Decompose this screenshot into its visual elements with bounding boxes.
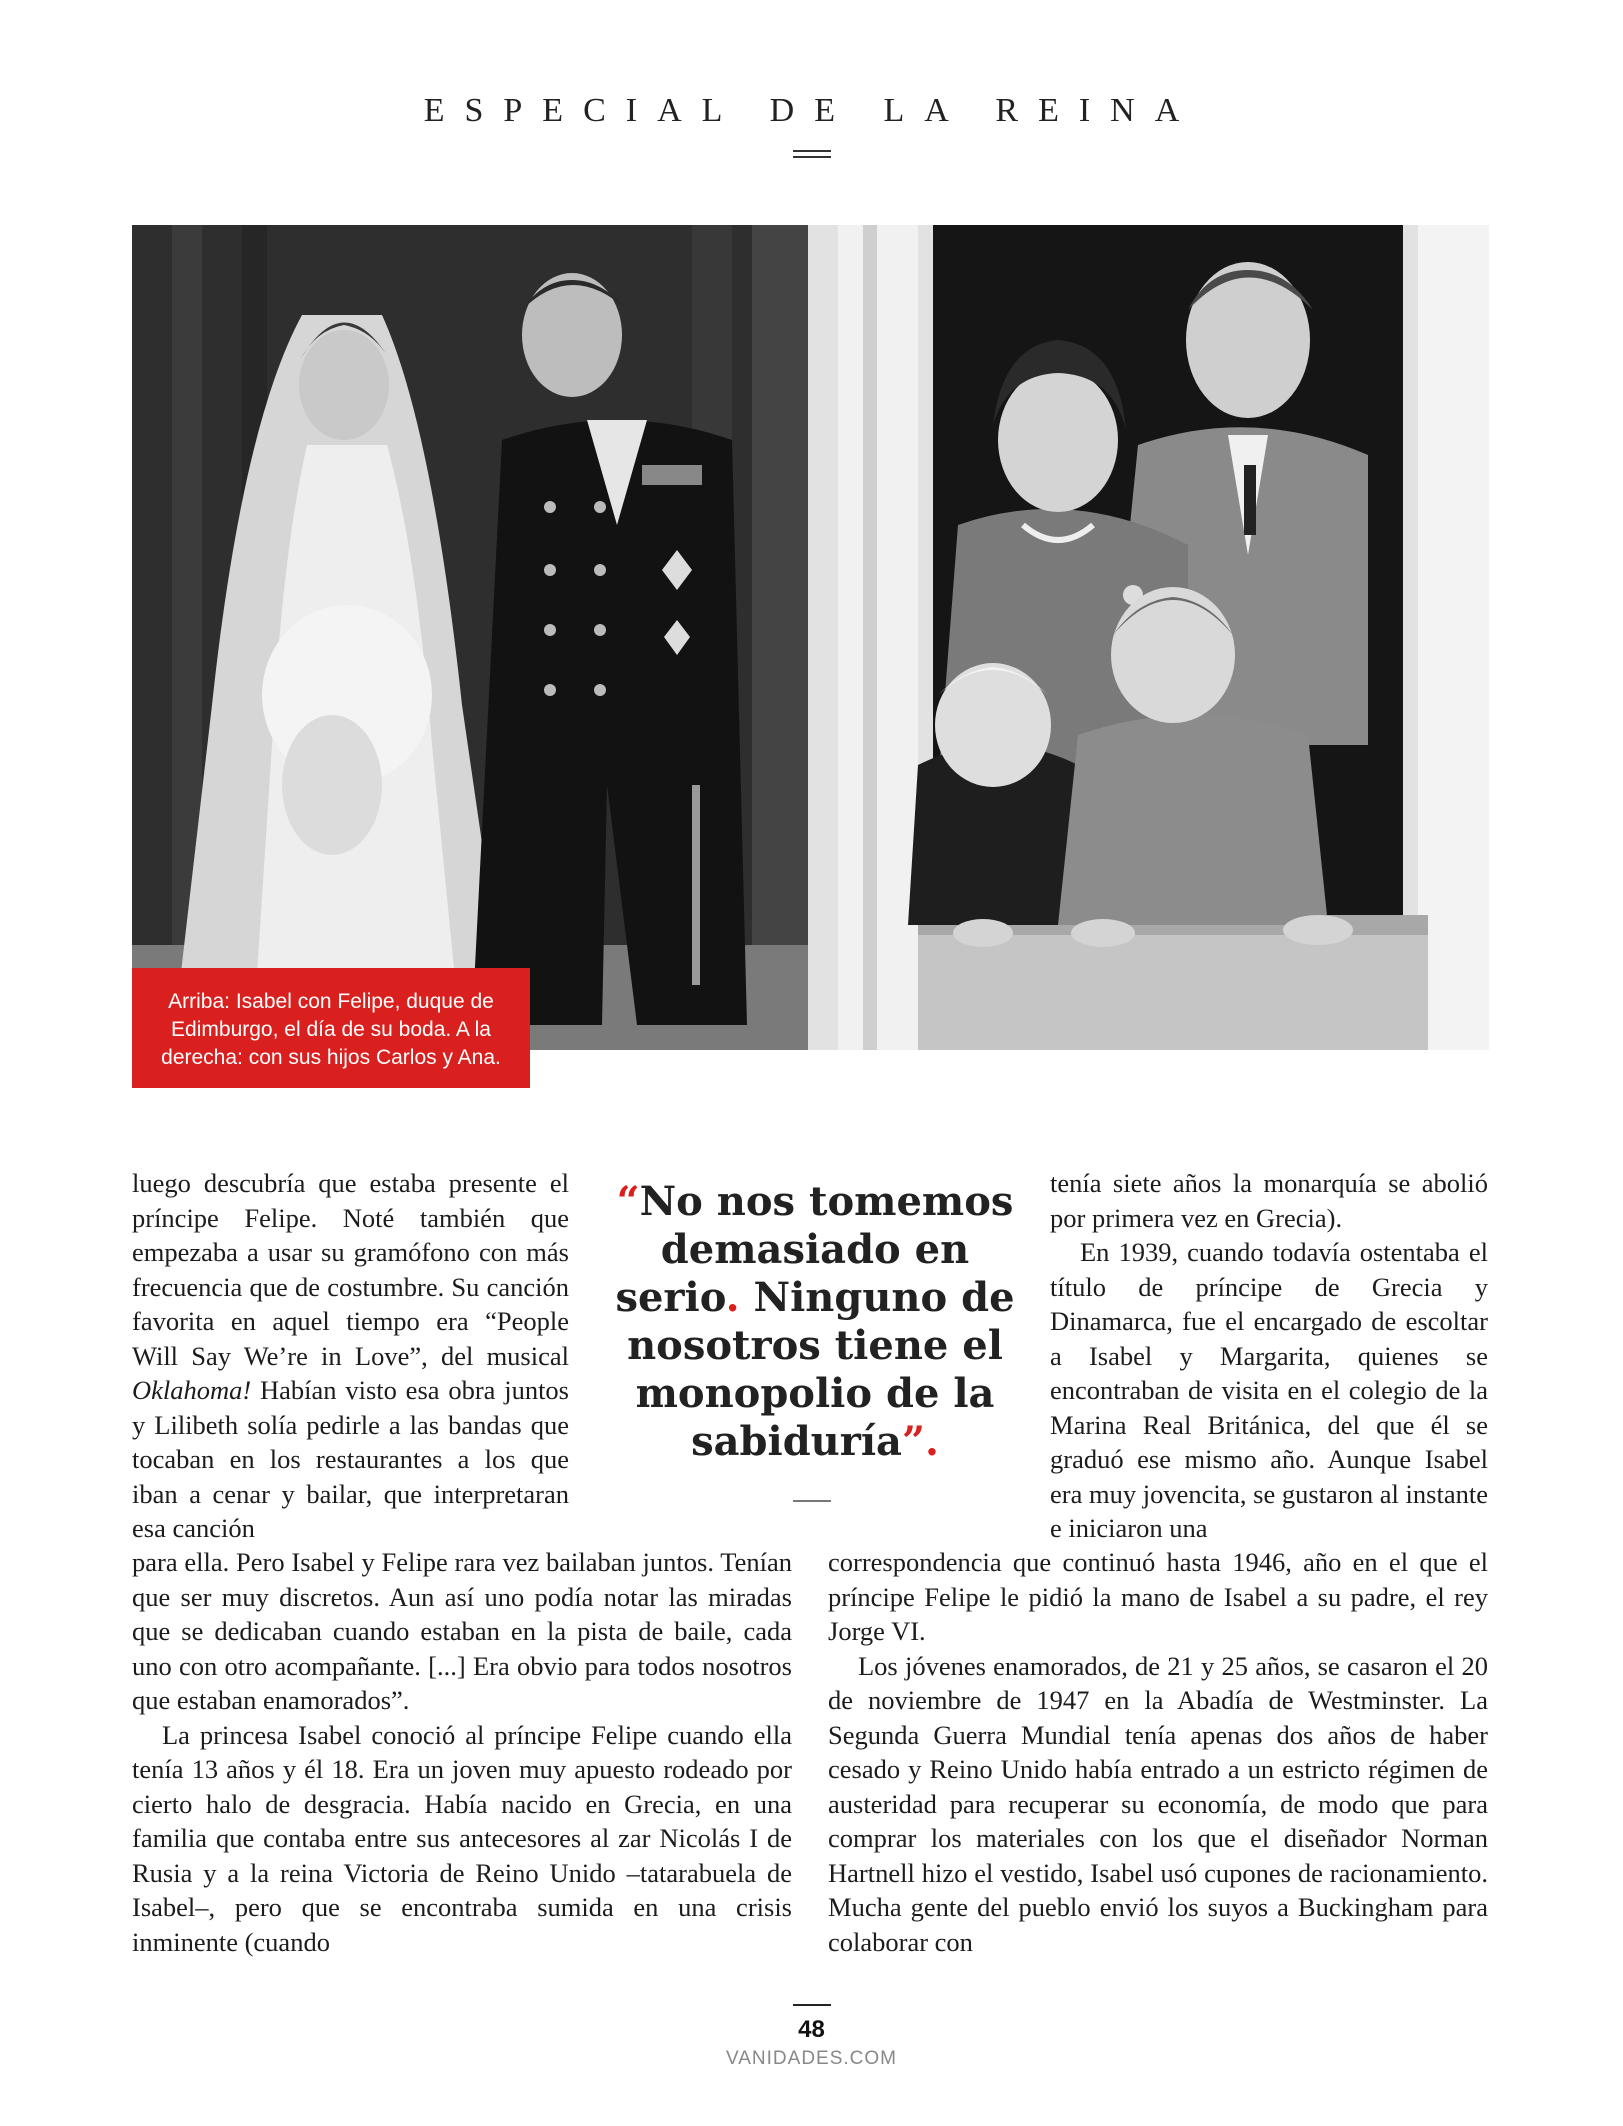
body-paragraph: La princesa Isabel conoció al príncipe Felipe cuando ella tenía 13 años y él 18. Era un joven muy apuesto rodeado por cierto halo de desgracia. Había nacido en Grecia, en una familia que contaba entre sus antecesores al zar Nicolás I de Rusia y a la reina Victoria de Reino Unido –tatarabuela de Isabel–, pero que se encontraba sumida en una crisis inminente (cuando (132, 1719, 792, 1957)
body-paragraph: En 1939, cuando todavía ostentaba el título de príncipe de Grecia y Dinamarca, fue el encargado de escoltar a Isabel y Margarita, quienes se encontraban de visita en el colegio de la Marina Real Británica, del que él se graduó ese mismo año. Aunque Isabel era muy jovencita, se gustaron al instante e iniciaron una (1050, 1237, 1488, 1543)
quote-rule (793, 1500, 831, 1502)
body-paragraph: Los jóvenes enamorados, de 21 y 25 años, se casaron el 20 de noviembre de 1947 en la Abadía de Westminster. La Segunda Guerra Mundial tenía apenas dos años de haber cesado y Reino Unido había entrado a un estricto régimen de austeridad para recuperar su economía, de modo que para comprar los materiales con los que el diseñador Norman Hartnell hizo el vestido, Isabel usó cupones de racionamiento. Mucha gente del pueblo envió los suyos a Buckingham para colaborar con (828, 1650, 1488, 1957)
body-col-right-top (1050, 1166, 1488, 1546)
quote-open-mark: “ (616, 1178, 640, 1225)
body-paragraph: tenía siete años la monarquía se abolió por primera vez en Grecia). (1050, 1168, 1488, 1233)
header-rule-bottom (793, 156, 831, 158)
body-text: luego descubría que estaba presente el príncipe Felipe. Noté también que empezaba a usar su gramófono con más frecuencia que de costumbre. Su canción favorita en aquel tiempo era “People Will Say We’re in Love”, del musical (132, 1168, 569, 1371)
body-col-left-top (132, 1166, 569, 1546)
section-header: ESPECIAL DE LA REINA (423, 92, 1200, 129)
photo-caption: Arriba: Isabel con Felipe, duque de Edimburgo, el día de su boda. A la derecha: con sus hijos Carlos y Ana. (132, 968, 530, 1088)
pull-quote (615, 1178, 1015, 1466)
quote-part2: Ninguno de nosotros tiene el monopolio de la sabiduría (627, 1274, 1015, 1465)
body-paragraph: correspondencia que continuó hasta 1946, año en el que el príncipe Felipe le pidió la mano de Isabel a su padre, el rey Jorge VI. (828, 1547, 1488, 1646)
page-number: 48 (798, 2016, 825, 2043)
body-col-left-full (132, 1545, 792, 1959)
quote-close-mark: ”. (901, 1418, 939, 1465)
wedding-photo (132, 225, 808, 1050)
body-text: Habían visto esa obra juntos y Lilibeth solía pedirle a las bandas que tocaban en los restaurantes a los que iban a cenar y bailar, que interpretaran esa canción (132, 1375, 569, 1543)
quote-part1: No nos tomemos demasiado en serio (615, 1178, 1014, 1321)
site-url: VANIDADES.COM (725, 2048, 897, 2069)
body-paragraph: para ella. Pero Isabel y Felipe rara vez bailaban juntos. Tenían que ser muy discretos. Aun así uno podía notar las miradas que se dedicaban cuando estaban en la pista de baile, cada uno con otro acompañante. [...] Era obvio para todos nosotros que estaban enamorados”. (132, 1547, 792, 1715)
musical-title: Oklahoma! (132, 1375, 252, 1405)
family-photo (808, 225, 1489, 1050)
body-col-right-full (828, 1545, 1488, 1959)
quote-dot: . (725, 1274, 740, 1321)
footer-rule (793, 2004, 831, 2006)
header-rule-top (793, 150, 831, 152)
